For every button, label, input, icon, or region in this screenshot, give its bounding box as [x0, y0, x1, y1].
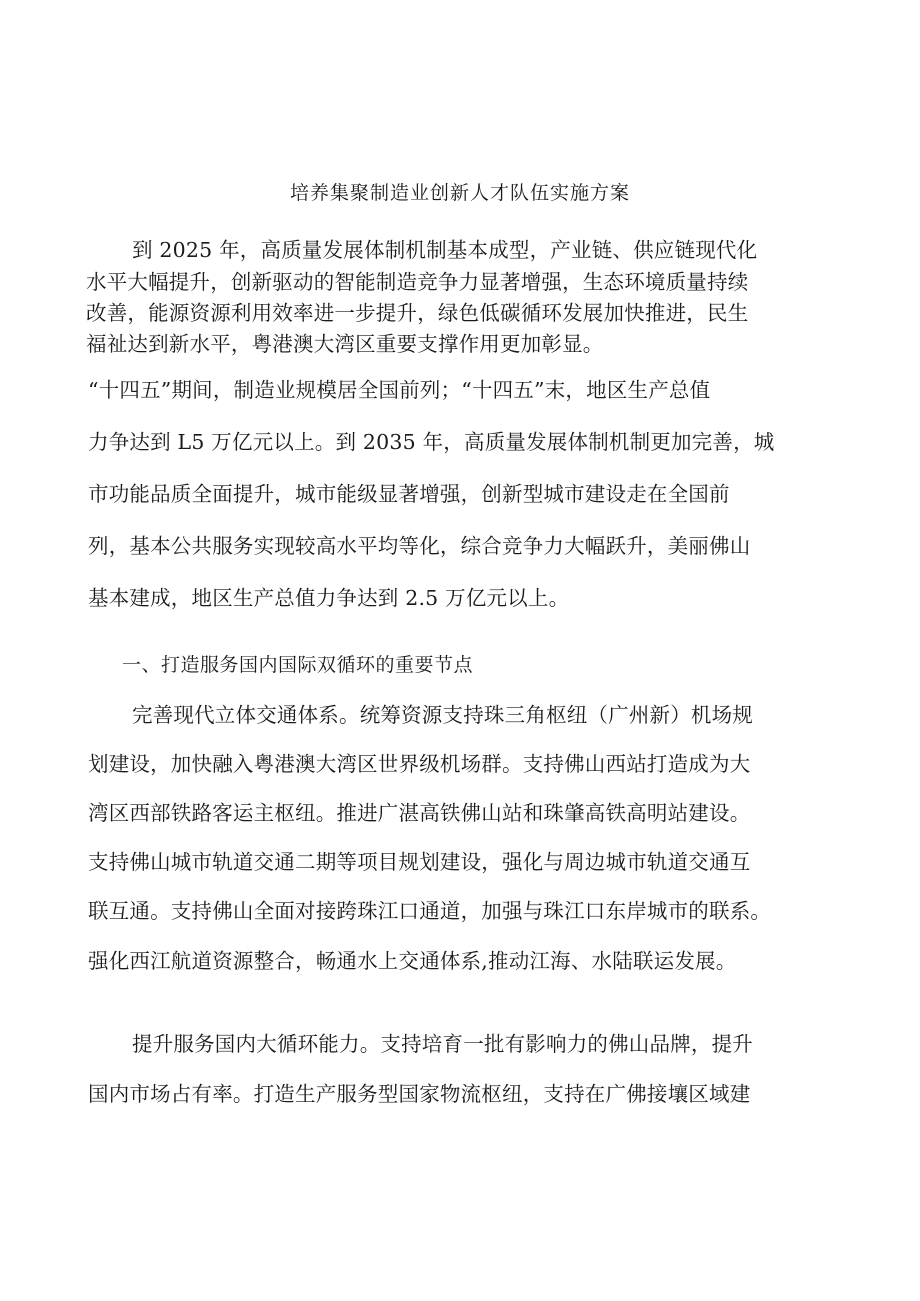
paragraph-2-line-1: “十四五”期间，制造业规模居全国前列；“十四五”末，地区生产总值 [88, 378, 711, 402]
paragraph-2-line-5: 基本建成，地区生产总值力争达到 2.5 万亿元以上。 [88, 586, 570, 610]
paragraph-1-line-4: 福祉达到新水平，粤港澳大湾区重要支撑作用更加彰显。 [86, 332, 604, 356]
paragraph-3-line-3: 湾区西部铁路客运主枢纽。推进广湛高铁佛山站和珠肇高铁高明站建设。 [88, 801, 751, 825]
paragraph-3-line-5: 联互通。支持佛山全面对接跨珠江口通道，加强与珠江口东岸城市的联系。 [88, 899, 772, 923]
document-title: 培养集聚制造业创新人才队伍实施方案 [289, 182, 630, 204]
paragraph-1-line-3: 改善，能源资源利用效率进一步提升，绿色低碳循环发展加快推进，民生 [86, 301, 749, 325]
paragraph-2-line-3: 市功能品质全面提升，城市能级显著增强，创新型城市建设走在全国前 [88, 482, 730, 506]
paragraph-3-line-4: 支持佛山城市轨道交通二期等项目规划建设，强化与周边城市轨道交通互 [88, 850, 751, 874]
paragraph-2-line-2: 力争达到 L5 万亿元以上。到 2035 年，高质量发展体制机制更加完善，城 [88, 430, 775, 454]
paragraph-3-line-1: 完善现代立体交通体系。统筹资源支持珠三角枢纽（广州新）机场规 [132, 703, 753, 727]
paragraph-2-line-4: 列，基本公共服务实现较高水平均等化，综合竞争力大幅跃升，美丽佛山 [88, 534, 751, 558]
paragraph-4-line-2: 国内市场占有率。打造生产服务型国家物流枢纽，支持在广佛接壤区域建 [88, 1082, 751, 1106]
paragraph-3-line-6: 强化西江航道资源整合，畅通水上交通体系,推动江海、水陆联运发展。 [88, 949, 737, 973]
paragraph-1-line-2: 水平大幅提升，创新驱动的智能制造竞争力显著增强，生态环境质量持续 [86, 270, 749, 294]
paragraph-3-line-2: 划建设，加快融入粤港澳大湾区世界级机场群。支持佛山西站打造成为大 [88, 752, 751, 776]
section-1-heading: 一、打造服务国内国际双循环的重要节点 [122, 654, 474, 676]
paragraph-4-line-1: 提升服务国内大循环能力。支持培育一批有影响力的佛山品牌，提升 [132, 1032, 753, 1056]
paragraph-1-line-1: 到 2025 年，高质量发展体制机制基本成型，产业链、供应链现代化 [132, 238, 758, 262]
